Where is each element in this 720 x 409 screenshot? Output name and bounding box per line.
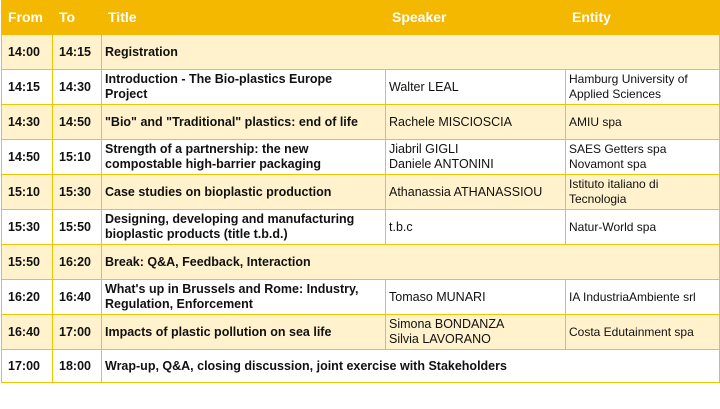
entity-name — [566, 70, 720, 105]
title-line: Break: Q&A, Feedback, Interaction — [105, 254, 311, 269]
entity-name — [566, 140, 720, 175]
title-line: compostable high-barrier packaging — [105, 157, 322, 171]
entity-name — [566, 315, 720, 350]
title-line: Introduction - The Bio-plastics Europe — [105, 72, 333, 86]
speaker-line: Jiabril GIGLI — [389, 142, 459, 156]
entity-name — [566, 280, 720, 315]
speaker-line: Rachele MISCIOSCIA — [389, 114, 512, 129]
table-row — [2, 175, 720, 210]
entity-line: Natur-World spa — [569, 219, 657, 234]
session-title — [102, 315, 386, 350]
time-to: 14:30 — [53, 70, 102, 105]
time-from: 17:00 — [2, 350, 53, 383]
speaker-line: Simona BONDANZA — [389, 317, 505, 331]
entity-name — [566, 105, 720, 140]
table-row — [2, 210, 720, 245]
speaker-name — [386, 175, 566, 210]
entity-line: Istituto italiano di — [569, 177, 659, 191]
title-line: "Bio" and "Traditional" plastics: end of life — [105, 114, 358, 129]
header-to: To — [53, 1, 102, 35]
time-from: 14:15 — [2, 70, 53, 105]
header-row — [2, 1, 720, 35]
title-line: Wrap-up, Q&A, closing discussion, joint exercise with Stakeholders — [105, 358, 507, 373]
title-line: Designing, developing and manufacturing — [105, 212, 355, 226]
title-line: Project — [105, 87, 148, 101]
time-from: 14:30 — [2, 105, 53, 140]
table-row — [2, 70, 720, 105]
entity-line: Novamont spa — [569, 157, 647, 171]
time-from: 15:30 — [2, 210, 53, 245]
speaker-name — [386, 105, 566, 140]
entity-line: Applied Sciences — [569, 87, 662, 101]
speaker-line: Silvia LAVORANO — [389, 332, 491, 346]
time-from: 15:50 — [2, 245, 53, 280]
entity-line: AMIU spa — [569, 114, 622, 129]
table-row — [2, 315, 720, 350]
title-line: bioplastic products (title t.b.d.) — [105, 227, 288, 241]
time-to: 17:00 — [53, 315, 102, 350]
table-row — [2, 140, 720, 175]
time-to: 18:00 — [53, 350, 102, 383]
entity-line: IA IndustriaAmbiente srl — [569, 289, 696, 304]
agenda-table — [1, 0, 720, 383]
entity-name — [566, 210, 720, 245]
table-row — [2, 350, 720, 383]
session-title — [102, 280, 386, 315]
speaker-line: t.b.c — [389, 219, 413, 234]
header-from: From — [2, 1, 53, 35]
session-title — [102, 105, 386, 140]
title-line: Regulation, Enforcement — [105, 297, 253, 311]
time-to: 15:50 — [53, 210, 102, 245]
speaker-line: Athanassia ATHANASSIOU — [389, 184, 543, 199]
speaker-name — [386, 210, 566, 245]
time-from: 14:00 — [2, 35, 53, 70]
speaker-name — [386, 70, 566, 105]
speaker-name — [386, 140, 566, 175]
table-row — [2, 105, 720, 140]
time-to: 16:40 — [53, 280, 102, 315]
time-to: 14:15 — [53, 35, 102, 70]
session-title — [102, 35, 720, 70]
session-title — [102, 350, 720, 383]
speaker-line: Tomaso MUNARI — [389, 289, 486, 304]
title-line: Case studies on bioplastic production — [105, 184, 332, 199]
title-line: Strength of a partnership: the new — [105, 142, 309, 156]
header-entity: Entity — [566, 1, 720, 35]
title-line: Registration — [105, 44, 178, 59]
speaker-line: Daniele ANTONINI — [389, 157, 494, 171]
session-title — [102, 140, 386, 175]
agenda-body — [2, 35, 720, 383]
time-from: 15:10 — [2, 175, 53, 210]
header-speaker: Speaker — [386, 1, 566, 35]
title-line: What's up in Brussels and Rome: Industry, — [105, 282, 359, 296]
time-to: 16:20 — [53, 245, 102, 280]
entity-line: Hamburg University of — [569, 72, 688, 86]
time-to: 15:30 — [53, 175, 102, 210]
table-row — [2, 245, 720, 280]
entity-line: Costa Edutainment spa — [569, 324, 694, 339]
header-title: Title — [102, 1, 386, 35]
time-from: 16:40 — [2, 315, 53, 350]
session-title — [102, 245, 720, 280]
speaker-name — [386, 280, 566, 315]
session-title — [102, 210, 386, 245]
session-title — [102, 175, 386, 210]
time-to: 15:10 — [53, 140, 102, 175]
speaker-line: Walter LEAL — [389, 79, 459, 94]
entity-line: SAES Getters spa — [569, 142, 667, 156]
time-from: 16:20 — [2, 280, 53, 315]
time-to: 14:50 — [53, 105, 102, 140]
session-title — [102, 70, 386, 105]
entity-name — [566, 175, 720, 210]
entity-line: Tecnologia — [569, 192, 627, 206]
table-row — [2, 280, 720, 315]
speaker-name — [386, 315, 566, 350]
title-line: Impacts of plastic pollution on sea life — [105, 324, 332, 339]
time-from: 14:50 — [2, 140, 53, 175]
table-row — [2, 35, 720, 70]
